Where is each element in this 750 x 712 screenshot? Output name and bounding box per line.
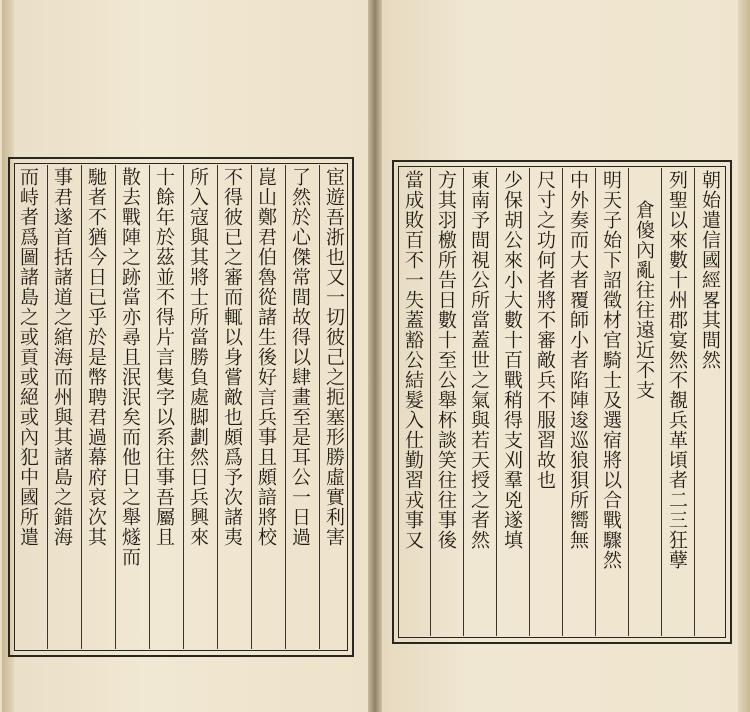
text-column: 倉傻內亂往往遠近不支 — [633, 200, 655, 400]
column-rule — [529, 168, 530, 636]
column-rule — [47, 165, 48, 649]
text-column: 十餘年於茲並不得片言隻字以系往事吾屬且 — [153, 167, 175, 547]
text-column: 尺寸之功何者將不審敵兵不服習故也 — [534, 170, 556, 490]
text-column: 崑山鄭君伯魯從諸生後好言兵事且頗諳將校 — [255, 167, 277, 547]
text-column: 朝始遣信國經畧其間然 — [699, 170, 721, 370]
book-gutter — [368, 0, 382, 712]
column-rule — [694, 168, 695, 636]
text-column: 所入寇與其將士所當勝負處脚劃然日兵興來 — [187, 167, 209, 547]
text-column: 事君遂首括諸道之綰海而州與其諸島之錯海 — [51, 167, 73, 547]
text-column: 散去戰陣之跡當亦尋且泯泯矣而他日之舉燧而 — [119, 167, 141, 567]
text-column: 方其羽檄所告日數十至公舉杯談笑往往事後 — [435, 170, 457, 550]
column-rule — [285, 165, 286, 649]
text-column: 當成敗百不一失蓋豁公結髮入仕勤習戎事又 — [402, 170, 424, 550]
text-column: 而峙者爲圖諸島之或貢或絕或內犯中國所遣 — [17, 167, 39, 547]
right-text-frame — [392, 160, 732, 644]
text-column: 馳者不猶今日已乎於是幣聘君過幕府哀次其 — [85, 167, 107, 547]
column-rule — [183, 165, 184, 649]
column-rule — [595, 168, 596, 636]
column-rule — [81, 165, 82, 649]
text-column: 了然於心傑常間故得以肆畫至是耳公一日過 — [289, 167, 311, 547]
left-text-frame — [8, 157, 354, 657]
right-page-edge — [738, 0, 750, 712]
column-rule — [115, 165, 116, 649]
column-rule — [430, 168, 431, 636]
column-rule — [319, 165, 320, 649]
column-rule — [251, 165, 252, 649]
column-rule — [496, 168, 497, 636]
column-rule — [463, 168, 464, 636]
text-column: 宦遊吾浙也又一切彼己之扼塞形勝虛實利害 — [323, 167, 345, 547]
text-column: 中外奏而大者覆師小者陷陣逡巡狼狽所嚮無 — [567, 170, 589, 550]
text-column: 不得彼已之審而輒以身嘗敵也頗爲予次諸夷 — [221, 167, 243, 547]
text-column: 列聖以來數十州郡宴然不覩兵革頃者二三狂孽 — [666, 170, 688, 570]
text-column: 少保胡公來小大數十百戰稍得支刈羣兇遂填 — [501, 170, 523, 550]
text-column: 明天子始下詔徵材官騎士及選宿將以合戰驟然 — [600, 170, 622, 570]
column-rule — [562, 168, 563, 636]
column-rule — [217, 165, 218, 649]
column-rule — [661, 168, 662, 636]
column-rule — [628, 168, 629, 636]
text-column: 東南予間視公所當蓋世之氣與若天授之者然 — [468, 170, 490, 550]
column-rule — [149, 165, 150, 649]
